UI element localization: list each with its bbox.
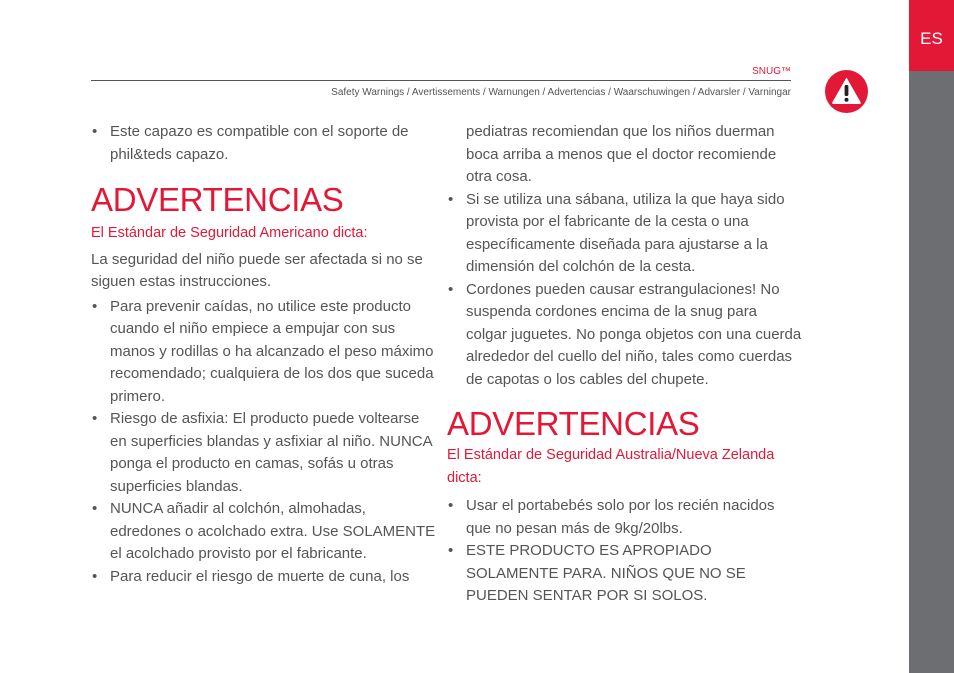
warning-list <box>91 296 436 589</box>
list-item: • Usar el portabebés solo por los recién nacidos que no pesan más de 9kg/20lbs. <box>447 495 802 540</box>
breadcrumb: Safety Warnings / Avertissements / Warnungen / Advertencias / Waarschuwingen / Advarsler / Varningar <box>331 87 791 98</box>
continued-text: pediatras recomiendan que los niños duerman boca arriba a menos que el doctor recomiende otra cosa. <box>466 123 777 185</box>
side-bar <box>909 0 954 673</box>
brand-label: SNUG™ <box>752 66 791 77</box>
header-divider <box>91 80 791 81</box>
right-column <box>447 121 802 608</box>
list-item: • Para reducir el riesgo de muerte de cuna, los <box>91 566 436 589</box>
list-item: • Cordones pueden causar estrangulaciones! No suspenda cordones encima de la snug para colgar juguetes. No ponga objetos con una cuerda alrededor del cuello del niño, tales como cuerdas de capotas o los cables del chupete. <box>447 279 802 392</box>
list-item: • Para prevenir caídas, no utilice este producto cuando el niño empiece a empujar con sus manos y rodillas o ha alcanzado el peso máximo recomendado; cualquiera de los dos que suceda primero. <box>91 296 436 409</box>
warning-list <box>447 189 802 392</box>
list-item: • Riesgo de asfixia: El producto puede voltearse en superficies blandas y asfixiar al niño. NUNCA ponga el producto en camas, sofás u otras superficies blandas. <box>91 408 436 498</box>
intro-list <box>91 121 436 166</box>
left-column <box>91 121 436 588</box>
section-subheading: El Estándar de Seguridad Australia/Nueva Zelanda dicta: <box>447 447 775 486</box>
warning-list <box>447 495 802 608</box>
list-item: • ESTE PRODUCTO ES APROPIADO SOLAMENTE PARA. NIÑOS QUE NO SE PUEDEN SENTAR POR SI SOLOS. <box>447 540 802 608</box>
list-item: • NUNCA añadir al colchón, almohadas, edredones o acolchado extra. Use SOLAMENTE el acolchado provisto por el fabricante. <box>91 498 436 566</box>
section-heading: ADVERTENCIAS <box>91 181 344 218</box>
section-subheading: El Estándar de Seguridad Americano dicta: <box>91 225 368 241</box>
list-item: • Este capazo es compatible con el soporte de phil&teds capazo. <box>91 121 436 166</box>
warning-triangle-icon <box>825 70 868 113</box>
section-heading: ADVERTENCIAS <box>447 405 700 442</box>
intro-paragraph: La seguridad del niño puede ser afectada si no se siguen estas instrucciones. <box>91 250 423 290</box>
list-item: • Si se utiliza una sábana, utiliza la que haya sido provista por el fabricante de la cesta o una específicamente diseñada para ajustarse a la dimensión del colchón de la cesta. <box>447 189 802 279</box>
language-tab[interactable]: ES <box>909 0 954 71</box>
